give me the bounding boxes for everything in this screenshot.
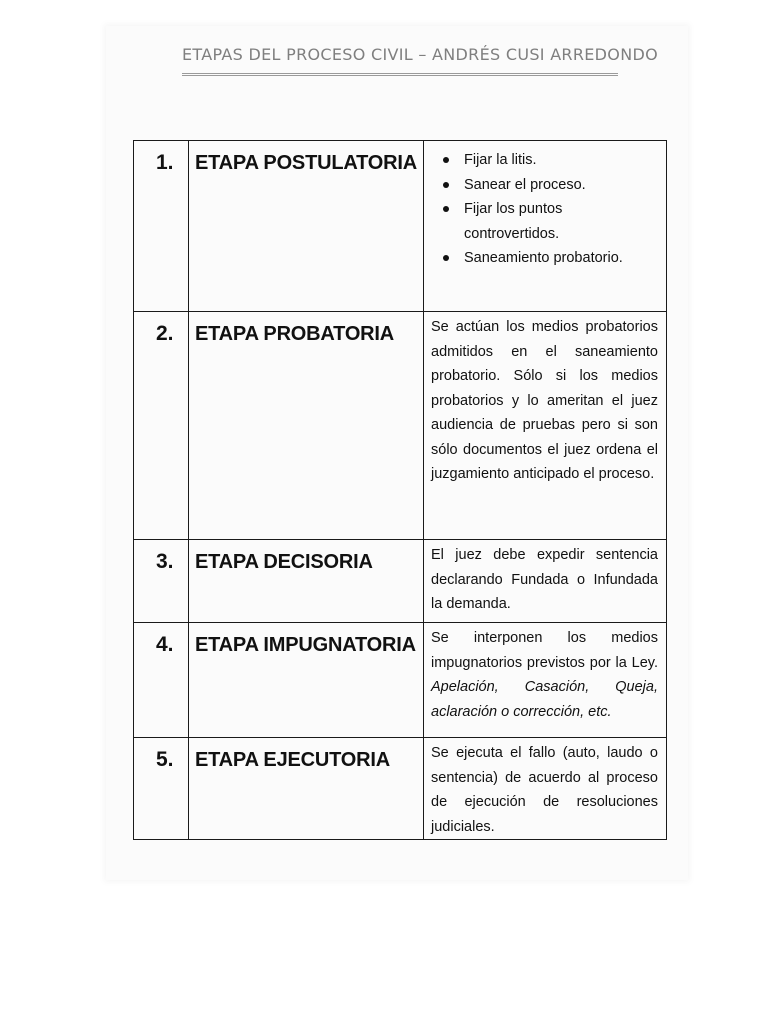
bullet-icon [443,182,449,188]
stage-number: 1. [134,141,189,312]
list-item-text: Sanear el proceso. [464,176,586,193]
stage-description [424,141,667,312]
list-item [464,246,658,271]
stage-number: 5. [134,738,189,840]
document-title: ETAPAS DEL PROCESO CIVIL – ANDRÉS CUSI ARREDONDO [182,40,618,76]
stage-description [424,623,667,738]
table-row [134,141,667,312]
bullet-icon [443,206,449,212]
stage-description-italic: Apelación, Casación, Queja, aclaración o corrección, etc. [431,679,658,720]
stage-number: 4. [134,623,189,738]
table-row [134,738,667,840]
stages-table [133,140,667,840]
stage-description: El juez debe expedir sentencia declarando Fundada o Infundada la demanda. [424,540,667,623]
stage-number: 3. [134,540,189,623]
table-row [134,540,667,623]
stage-name: ETAPA POSTULATORIA [189,141,424,312]
stage-name: ETAPA EJECUTORIA [189,738,424,840]
stage-name: ETAPA DECISORIA [189,540,424,623]
stage-description: Se ejecuta el fallo (auto, laudo o sentencia) de acuerdo al proceso de ejecución de resoluciones judiciales. [424,738,667,840]
stage-number: 2. [134,312,189,540]
list-item [464,148,658,173]
table-row [134,312,667,540]
stage-description: Se actúan los medios probatorios admitidos en el saneamiento probatorio. Sólo si los medios probatorios y lo ameritan el juez audiencia de pruebas pero si son sólo documentos el juez ordena el juzgamiento anticipado el proceso. [424,312,667,540]
bullet-icon [443,157,449,163]
list-item-text: Fijar los puntos controvertidos. [464,201,563,242]
list-item [464,173,658,198]
bullet-icon [443,255,449,261]
table-row [134,623,667,738]
list-item-text: Fijar la litis. [464,152,537,168]
list-item [464,197,658,246]
stage-description-text: Se interponen los medios impugnatorios previstos por la Ley. [431,630,658,671]
stage-name: ETAPA IMPUGNATORIA [189,623,424,738]
bullet-list [431,144,658,271]
list-item-text: Saneamiento probatorio. [464,250,623,266]
stage-name: ETAPA PROBATORIA [189,312,424,540]
